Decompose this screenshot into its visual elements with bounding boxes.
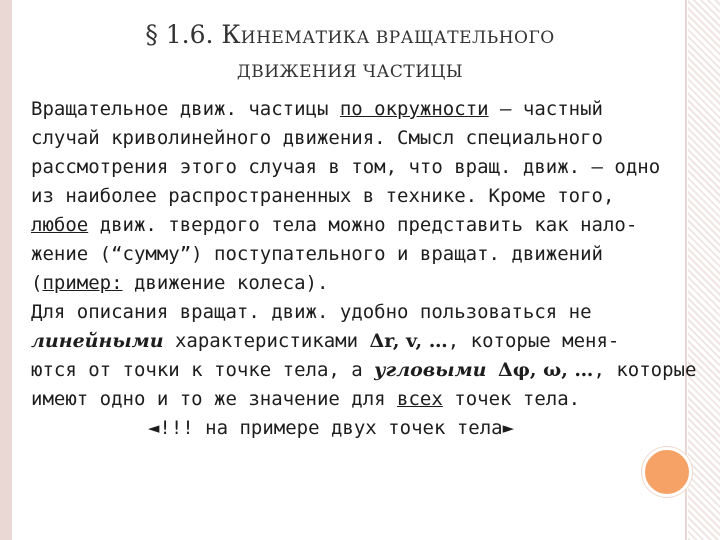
title-caps: ИНЕМАТИКА ВРАЩАТЕЛЬНОГО xyxy=(240,28,555,48)
body-line-6: жение (“сумму”) поступательного и вращат. движений xyxy=(31,243,603,265)
body-line-1 xyxy=(31,95,720,124)
text-l10b: угловыми xyxy=(374,359,487,381)
text-l9c: Δr, v, … xyxy=(369,330,448,352)
title-line-1 xyxy=(0,18,700,55)
body-line-11 xyxy=(31,385,720,414)
body-line-2: случай криволинейного движения. Смысл специального xyxy=(31,127,603,149)
text-l7a: ( xyxy=(31,272,43,294)
body-line-5 xyxy=(31,211,720,240)
body-line-10 xyxy=(31,356,720,385)
text-l1c: – частный xyxy=(488,98,603,120)
text-l11b: всех xyxy=(397,388,443,410)
body-line-9 xyxy=(31,327,720,356)
text-l10e: , которые xyxy=(593,359,697,381)
text-l9d: , которые меня- xyxy=(447,330,620,352)
title-prefix: § 1.6. К xyxy=(145,20,241,49)
body-line-12: ◄!!! на примере двух точек тела► xyxy=(147,417,515,439)
body-line-7 xyxy=(31,269,720,298)
slide-title xyxy=(0,18,700,87)
title-line-2: ДВИЖЕНИЯ ЧАСТИЦЫ xyxy=(236,62,464,82)
body-line-8: Для описания вращат. движ. удобно пользоваться не xyxy=(31,301,592,323)
text-l9a: линейными xyxy=(31,330,164,352)
text-l1b: по окружности xyxy=(339,98,489,120)
text-l5a: любое xyxy=(31,214,89,236)
text-l7b: пример: xyxy=(42,272,123,294)
text-l10c xyxy=(487,359,498,381)
text-l9b: характеристиками xyxy=(163,330,370,352)
text-l5b: движ. твердого тела можно представить как нало- xyxy=(88,214,638,236)
slide-body xyxy=(31,95,720,443)
text-l10a: ются от точки к точке тела, а xyxy=(31,359,375,381)
body-line-3: рассмотрения этого случая в том, что вращ. движ. – одно xyxy=(31,156,661,178)
body-line-4: из наиболее распространенных в технике. Кроме того, xyxy=(31,185,615,207)
text-l11a: имеют одно и то же значение для xyxy=(31,388,398,410)
text-l7c: движение колеса). xyxy=(122,272,329,294)
text-l11c: точек тела. xyxy=(442,388,581,410)
orange-circle-decoration xyxy=(642,447,692,497)
text-l1a: Вращательное движ. частицы xyxy=(31,98,340,120)
text-l10d: Δφ, ω, … xyxy=(497,359,594,381)
